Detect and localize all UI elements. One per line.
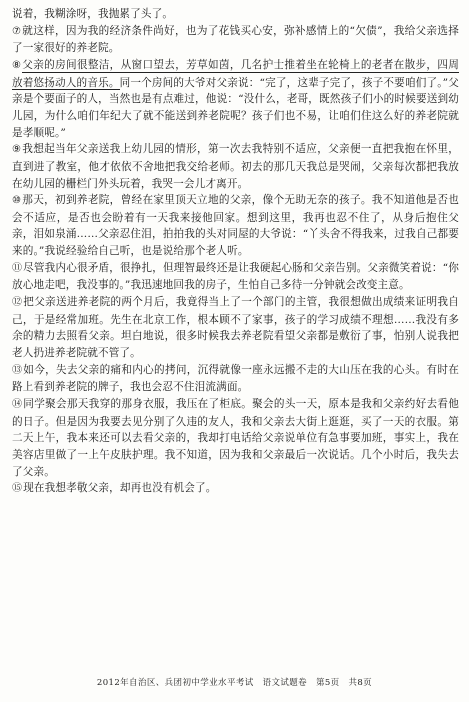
paragraph-number: ⑩ (12, 195, 22, 207)
paragraph-8 (12, 57, 459, 141)
paragraph-number: ⑨ (12, 144, 22, 156)
paragraph-14 (12, 396, 459, 480)
paragraph-7 (12, 23, 459, 57)
paragraph-text: 同学聚会那天我穿的那身衣服，我压在了柜底。聚会的头一天，原本是我和父亲约好去看他的日子。但是因为我要去见分别了久违的友人，我和父亲去大街上逛逛，买了一天的衣服。第二天上午，我本来还可以去看父亲的，我却打电话给父亲说单位有急事要加班，事实上，我在美容店里做了一上午皮肤护理。我不知道，因为我和父亲最后一次说话。几个小时后，我失去了父亲。 (12, 398, 459, 478)
paragraph-number: ⑧ (12, 60, 22, 72)
paragraph-text: 现在我想孝敬父亲，却再也没有机会了。 (23, 482, 217, 495)
paragraph-15 (12, 480, 459, 498)
paragraph-number: ⑪ (12, 262, 23, 274)
paragraph-text: 尽管我内心很矛盾，很挣扎，但理智最终还是让我硬起心肠和父亲告别。父亲微笑着说：“你放心地走吧，我没事的。”我迅速地回我的房子，生怕自己多待一分钟就会改变主意。 (12, 261, 459, 292)
paragraph-number: ⑫ (12, 297, 23, 309)
paragraph-10 (12, 192, 459, 259)
paragraph-text: 那天，初到养老院，曾经在家里顶天立地的父亲，像个无助无奈的孩子。我不知道他是否也会不适应，是否也会盼着有一天我来接他回家。想到这里，我再也忍不住了，从身后抱住父亲，泪如泉涌……父亲忍住泪，拍拍我的头对同屋的大爷说：“丫头舍不得我来，过我自己都要来的。”我说经验给自己听，也是说给那个老人听。 (12, 194, 459, 258)
paragraph-text: 我想起当年父亲送我上幼儿园的情形，第一次去我特别不适应，父亲便一直把我抱在怀里，直到进了教室，他才依依不舍地把我交给老师。初去的那几天我总是哭闹，父亲每次都把我放在幼儿园的栅栏门外头玩着，我哭一会儿才离开。 (12, 143, 459, 190)
paragraph-text: 同一个房间的大爷对父亲说：“完了，这辈子完了，孩子不要咱们了。”父亲是个要面子的人，当然也是有点难过，他说：“没什么，老哥，既然孩子们小的时候要送到幼儿园，为什么咱们年纪大了就不能送到养老院呢？孩子们也不易，让咱们住这么好的养老院就是孝顺呢。” (12, 76, 460, 139)
paragraph-text: 就这样，因为我的经济条件尚好，也为了花钱买心安，弥补感情上的“欠债”，我给父亲选择了一家很好的养老院。 (12, 24, 459, 55)
paragraph-12 (12, 294, 459, 361)
underlined-sentence: 父亲的房间很整洁，从窗口望去，芳草如茵，几名护士推着坐在轮椅上的老者在散步，四周放着悠扬动人的音乐。 (12, 59, 459, 89)
paragraph-13 (12, 362, 459, 396)
paragraph-text: 把父亲送进养老院的两个月后，我竟得当上了一个部门的主管，我很想做出成绩来证明我自己，于是经常加班。先生在北京工作，根本顾不了家事，孩子的学习成绩不理想……我没有多余的精力去照看父亲。坦白地说，很多时候我去养老院看望父亲都是敷衍了事，怕别人说我把老人扔进养老院就不管了。 (12, 296, 459, 359)
paragraph-number: ⑦ (12, 25, 22, 37)
paragraph-number: ⑭ (12, 399, 23, 411)
paragraph-number: ⑮ (12, 483, 23, 495)
paragraph-text: 如今，失去父亲的痛和内心的拷问，沉得就像一座永远搬不走的大山压在我的心头。有时在路上看到养老院的牌子，我也会忍不住泪流满面。 (12, 363, 459, 394)
page-footer: 2012年自治区、兵团初中学业水平考试 语文试题卷 第5页 共8页 (96, 678, 373, 688)
paragraph-6-tail (12, 6, 459, 23)
paragraph-text: 说着，我糊涂呀，我抛累了头了。 (12, 8, 174, 20)
paragraph-11 (12, 260, 459, 294)
paragraph-9 (12, 141, 459, 192)
paragraph-number: ⑬ (12, 364, 23, 376)
